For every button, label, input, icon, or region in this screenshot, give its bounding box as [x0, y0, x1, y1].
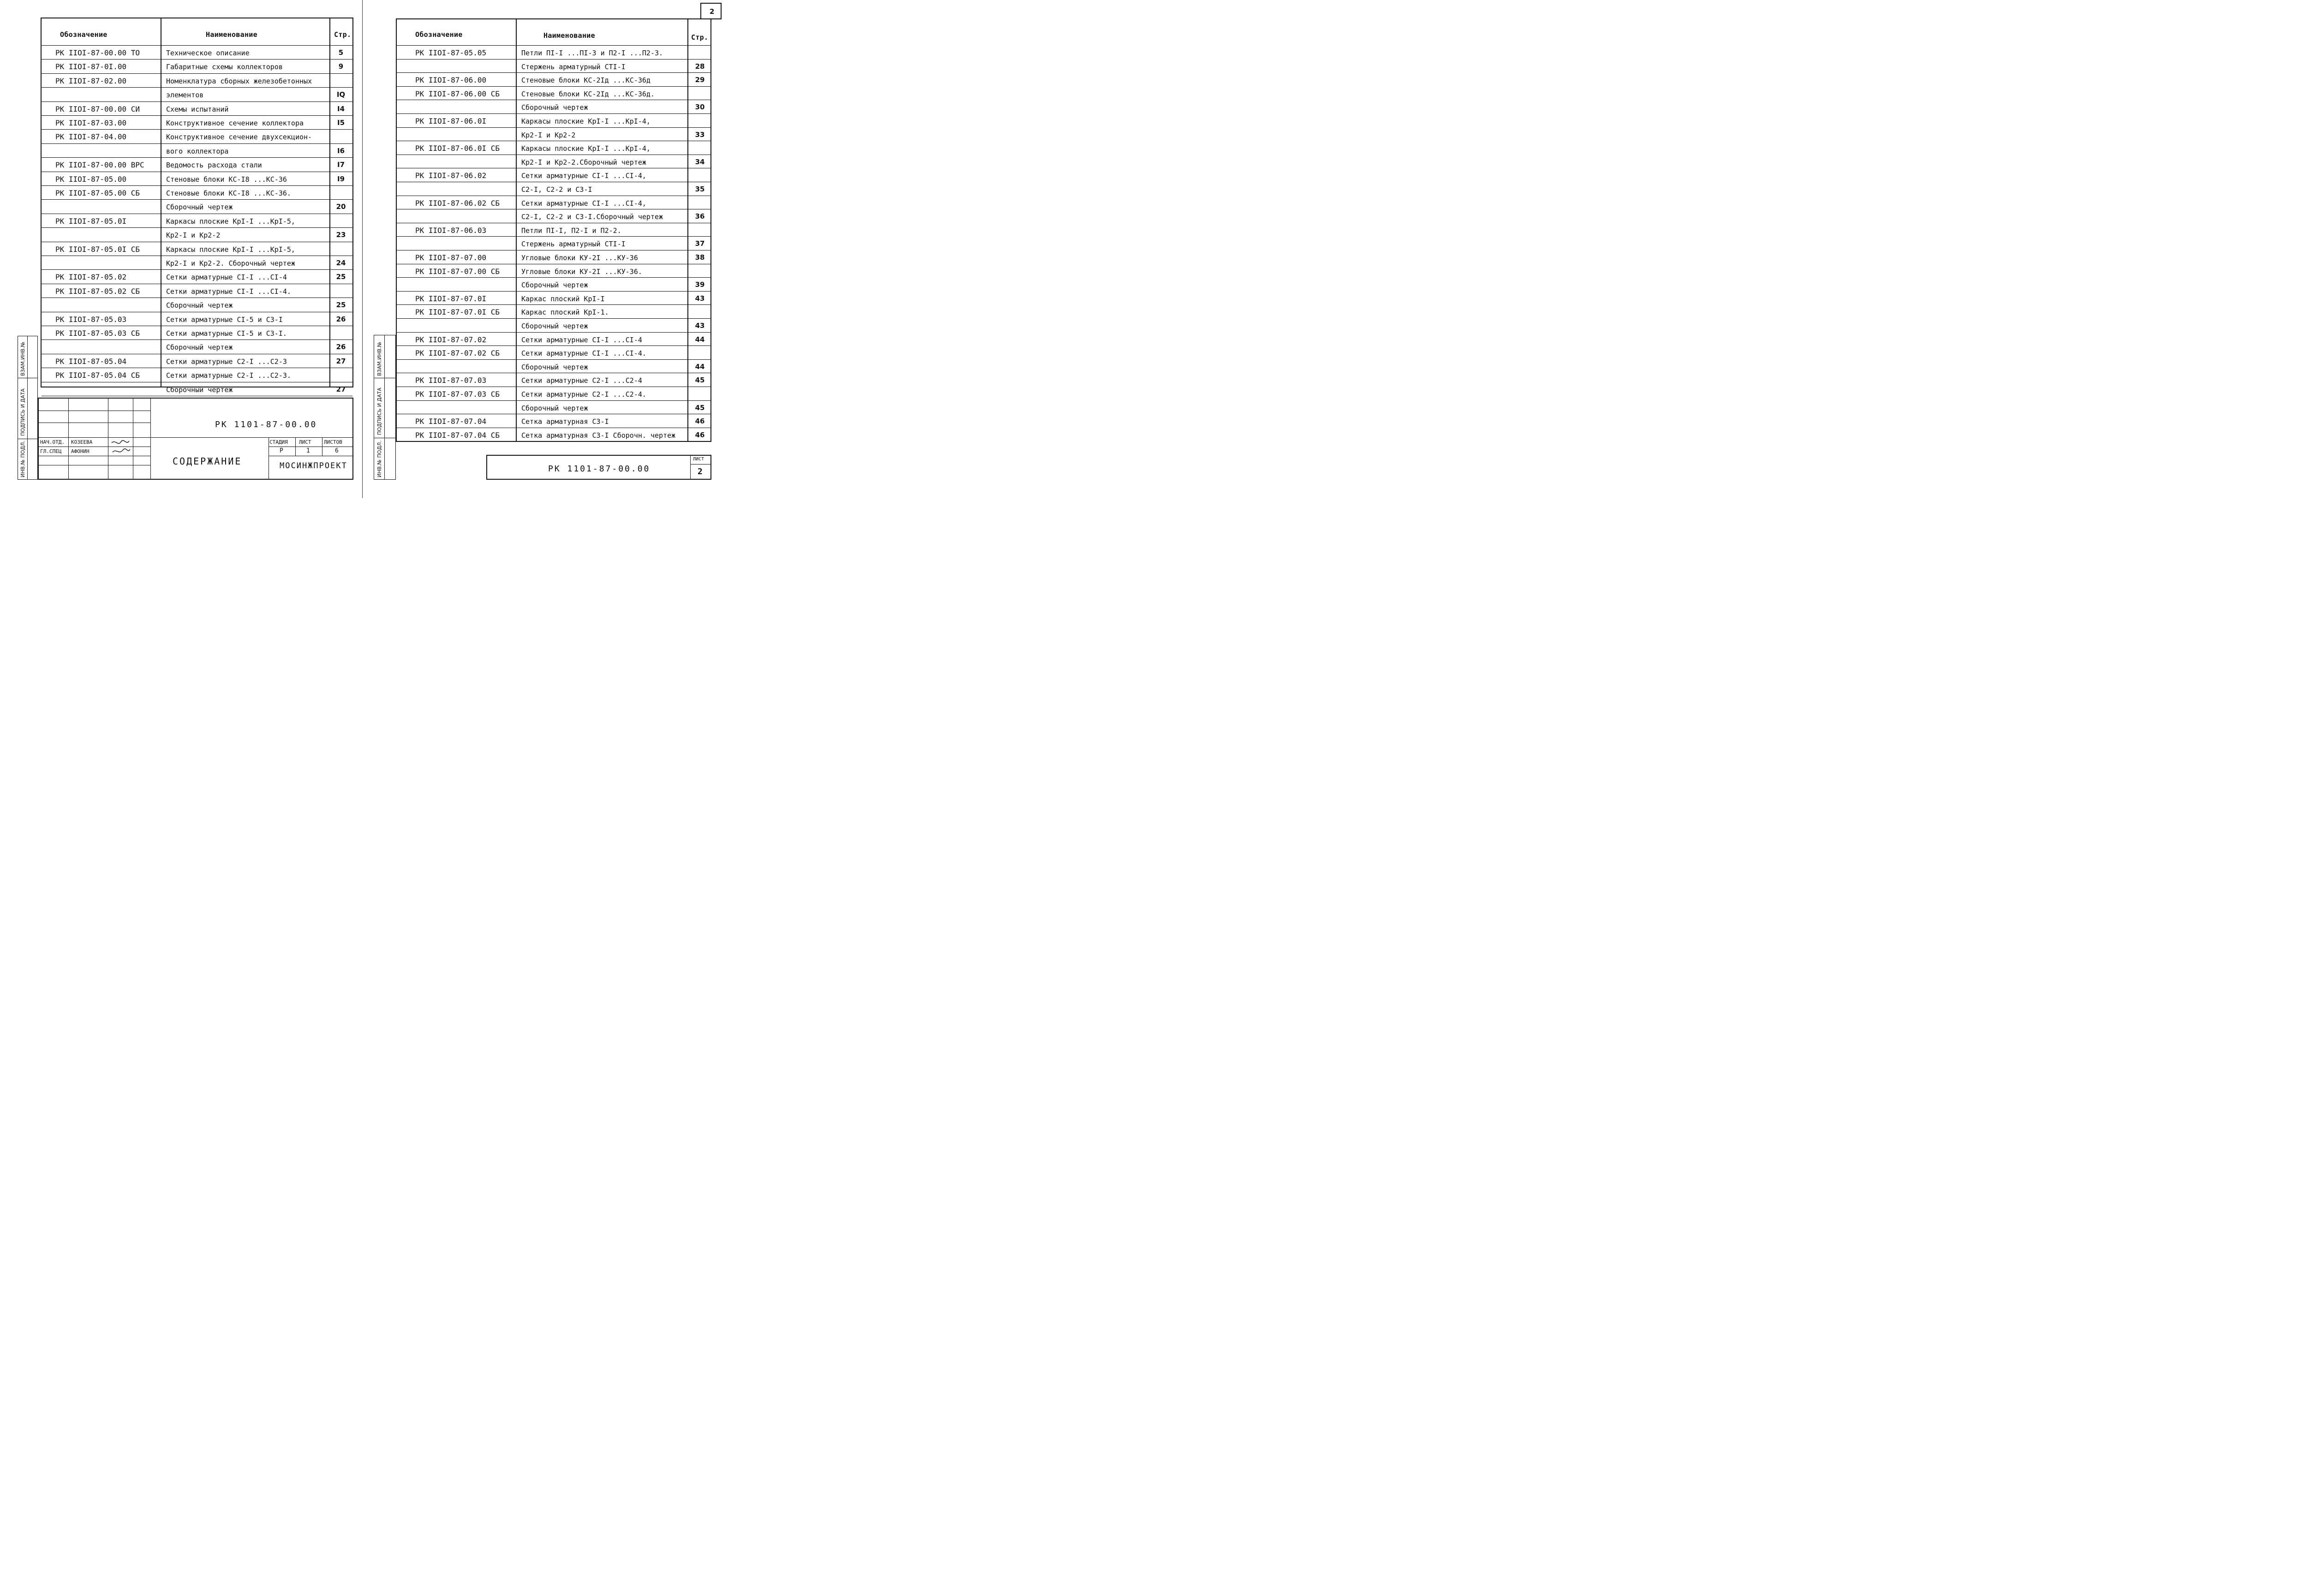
row-page: 5 [338, 48, 344, 57]
row-name: Сборочный чертеж [166, 301, 233, 310]
side-strip-right [374, 335, 396, 480]
doc-title: СОДЕРЖАНИЕ [173, 456, 242, 467]
stage-label: СТАДИЯ [269, 439, 288, 445]
row-divider [397, 359, 710, 360]
row-divider [397, 113, 710, 114]
row-name: Сетки арматурные С2-I ...С2-4 [521, 376, 642, 385]
row-name: Сборочный чертеж [521, 322, 588, 330]
row-code: РК IIOI-87-05.0I [55, 216, 127, 226]
row-name: Сетки арматурные СI-I ...СI-4, [521, 199, 646, 208]
row-name: Каркас плоский КрI-1. [521, 308, 609, 317]
row-page: 43 [695, 294, 705, 303]
role-1: НАЧ.ОТД. [40, 439, 65, 445]
row-name: Сетки арматурные СI-I ...СI-4, [521, 172, 646, 180]
row-page: 29 [695, 76, 705, 84]
signature-1 [110, 438, 131, 457]
row-divider [397, 332, 710, 333]
row-code: РК IIOI-87-03.00 [55, 119, 127, 127]
row-name: Угловые блоки КУ-2I ...КУ-36 [521, 254, 638, 262]
row-name: Габаритные схемы коллекторов [166, 63, 283, 71]
row-divider [42, 339, 352, 340]
row-code: РК IIOI-87-00.00 СИ [55, 104, 140, 113]
row-name: Стеновые блоки КС-2Iд ...КС-36д [521, 76, 651, 85]
row-page: 30 [695, 103, 705, 112]
row-name: Каркас плоский КрI-I [521, 294, 605, 303]
side-label-vzam: ВЗАМ.ИНВ.№ [376, 341, 382, 376]
row-code: РК IIOI-87-06.00 [415, 76, 487, 85]
row-name: Стеновые блоки КС-I8 ...КС-36. [166, 189, 291, 197]
row-name: Сетки арматурные СI-I ...СI-4 [166, 273, 287, 282]
row-name: Сетки арматурные СI-I ...СI-4. [166, 287, 291, 296]
row-code: РК IIOI-87-05.0I СБ [55, 244, 140, 254]
row-page: I6 [337, 146, 345, 155]
row-code: РК IIOI-87-06.0I СБ [415, 144, 500, 153]
row-page: 37 [695, 239, 705, 248]
row-page: 45 [695, 403, 705, 412]
side-label-vzam: ВЗАМ.ИНВ.№ [20, 341, 26, 376]
row-name: Сборочный чертеж [521, 281, 588, 290]
row-name: Сетки арматурные С2-I ...С2-3. [166, 371, 291, 380]
header-name: Наименование [543, 31, 595, 40]
row-page: 20 [336, 202, 346, 211]
row-divider [397, 86, 710, 87]
row-name: Кр2-I и Кр2-2. Сборочный чертеж [166, 259, 295, 268]
row-name: Сборочный чертеж [166, 385, 233, 394]
row-name: Сборочный чертеж [166, 203, 233, 212]
row-divider [397, 345, 710, 346]
row-name: Сборочный чертеж [521, 404, 588, 412]
row-code: РК IIOI-87-07.00 СБ [415, 267, 500, 276]
sheets-value: 6 [335, 447, 339, 454]
row-code: РК IIOI-87-07.04 СБ [415, 430, 500, 440]
row-page: 9 [338, 62, 344, 71]
row-page: 26 [336, 315, 346, 323]
row-code: РК IIOI-87-02.00 [55, 76, 127, 85]
sheet-number: 2 [710, 7, 715, 16]
row-name: Сетки арматурные СI-I ...СI-4 [521, 335, 642, 344]
row-code: РК IIOI-87-05.04 [55, 357, 127, 366]
row-page: 34 [695, 157, 705, 166]
row-divider [42, 227, 352, 228]
header-page: Стр. [691, 33, 709, 42]
row-name: Сетки арматурные СI-5 и С3-I. [166, 329, 287, 338]
row-name: Стеновые блоки КС-I8 ...КС-36 [166, 175, 287, 184]
row-code: РК IIOI-87-0I.00 [55, 62, 127, 71]
row-divider [397, 277, 710, 278]
contents-table-right [396, 18, 711, 442]
row-name: Каркасы плоские КрI-I ...КрI-5, [166, 217, 295, 226]
row-divider [42, 129, 352, 130]
row-divider [397, 72, 710, 73]
row-divider [42, 115, 352, 116]
row-name: Каркасы плоские КрI-I ...КрI-4, [521, 144, 651, 153]
row-name: Кр2-I и Кр2-2.Сборочный чертеж [521, 158, 646, 167]
row-name: Стержень арматурный СТI-I [521, 240, 626, 249]
name-1: КОЗЕЕВА [71, 439, 93, 445]
row-name: Номенклатура сборных железобетонных [166, 77, 312, 85]
row-page: 46 [695, 430, 705, 439]
row-divider [42, 199, 352, 200]
row-name: вого коллектора [166, 147, 229, 155]
header-page: Стр. [334, 30, 352, 39]
row-name: Сборочный чертеж [166, 343, 233, 352]
row-code: РК IIOI-87-07.03 [415, 376, 487, 385]
row-code: РК IIOI-87-05.02 [55, 273, 127, 282]
side-label-sign: ПОДПИСЬ И ДАТА [376, 387, 382, 435]
row-name: Сетки арматурные С2-I ...С2-4. [521, 390, 646, 399]
row-code: РК IIOI-87-07.02 СБ [415, 349, 500, 358]
row-divider [397, 59, 710, 60]
side-label-inv: ИНВ.№ ПОДЛ. [20, 441, 26, 477]
sheet-value-right: 2 [698, 467, 703, 476]
sheets-label: ЛИСТОВ [324, 439, 342, 445]
name-2: АФОНИН [71, 448, 90, 454]
row-divider [397, 304, 710, 305]
row-code: РК IIOI-87-05.03 СБ [55, 329, 140, 338]
row-page: 25 [336, 273, 346, 281]
row-divider [397, 318, 710, 319]
side-strip-left [18, 336, 38, 480]
row-code: РК IIOI-87-05.05 [415, 48, 487, 57]
row-name: Сетки арматурные СI-5 и С3-I [166, 315, 283, 324]
row-code: РК IIOI-87-07.03 СБ [415, 390, 500, 399]
row-page: 28 [695, 62, 705, 71]
row-name: Кр2-I и Кр2-2 [521, 131, 576, 139]
side-label-sign: ПОДПИСЬ И ДАТА [20, 388, 26, 436]
row-name: Каркасы плоские КрI-I ...КрI-5, [166, 245, 295, 254]
fold-line [362, 0, 363, 498]
row-page: 26 [336, 343, 346, 351]
row-code: РК IIOI-87-07.00 [415, 253, 487, 262]
role-2: ГЛ.СПЕЦ [40, 448, 62, 454]
row-name: Конструктивное сечение коллектора [166, 119, 304, 127]
doc-code-right: РК 1101-87-00.00 [548, 464, 651, 474]
row-divider [397, 236, 710, 237]
row-page: 38 [695, 253, 705, 262]
header-designation: Обозначение [60, 30, 107, 39]
row-page: 43 [695, 322, 705, 330]
row-divider [397, 291, 710, 292]
row-name: Сетка арматурная С3-I Сборочн. чертеж [521, 431, 676, 440]
row-code: РК IIOI-87-06.03 [415, 226, 487, 235]
row-code: РК IIOI-87-07.0I [415, 294, 487, 303]
row-page: 39 [695, 280, 705, 289]
row-page: I4 [337, 104, 345, 113]
row-code: РК IIOI-87-05.03 [55, 315, 127, 324]
sheet-label-right: ЛИСТ [693, 457, 704, 462]
row-code: РК IIOI-87-07.04 [415, 417, 487, 426]
row-divider [42, 157, 352, 158]
row-divider [397, 127, 710, 128]
row-page: 46 [695, 417, 705, 426]
row-code: РК IIOI-87-00.00 ТО [55, 48, 140, 57]
row-page: 35 [695, 185, 705, 193]
row-page: 33 [695, 130, 705, 139]
row-code: РК IIOI-87-06.02 [415, 171, 487, 180]
row-page: 27 [336, 357, 346, 365]
row-page: 25 [336, 301, 346, 310]
row-divider [397, 400, 710, 401]
row-page: I5 [337, 119, 345, 127]
row-name: Сборочный чертеж [521, 363, 588, 371]
row-page: 23 [336, 231, 346, 239]
title-block-right [486, 455, 711, 480]
row-name: Петли ПI-I, П2-I и П2-2. [521, 226, 621, 235]
title-block-left [38, 398, 353, 480]
row-divider [42, 59, 352, 60]
row-page: 44 [695, 335, 705, 344]
sheet-number-box [700, 3, 722, 19]
row-divider [42, 73, 352, 74]
row-divider [42, 269, 352, 270]
header-designation: Обозначение [415, 30, 463, 39]
row-name: Угловые блоки КУ-2I ...КУ-36. [521, 267, 642, 276]
sheet-label: ЛИСТ [299, 439, 311, 445]
row-divider [42, 143, 352, 144]
row-page: I7 [337, 161, 345, 169]
row-page: 27 [336, 385, 346, 393]
row-code: РК IIOI-87-05.02 СБ [55, 286, 140, 296]
row-code: РК IIOI-87-05.04 СБ [55, 371, 140, 380]
row-code: РК IIOI-87-07.02 [415, 335, 487, 344]
row-page: 24 [336, 259, 346, 267]
row-code: РК IIOI-87-06.02 СБ [415, 198, 500, 208]
row-code: РК IIOI-87-06.0I [415, 117, 487, 125]
row-name: С2-I, С2-2 и С3-I.Сборочный чертеж [521, 213, 663, 221]
row-name: Кр2-I и Кр2-2 [166, 231, 221, 240]
row-code: РК IIOI-87-04.00 [55, 132, 127, 142]
side-label-inv: ИНВ.№ ПОДЛ. [376, 441, 382, 477]
row-code: РК IIOI-87-05.00 [55, 174, 127, 184]
row-divider [42, 87, 352, 88]
header-name: Наименование [206, 30, 257, 39]
row-name: элементов [166, 91, 204, 100]
row-page: 36 [695, 212, 705, 221]
row-name: Сетки арматурные СI-I ...СI-4. [521, 349, 646, 358]
row-name: Схемы испытаний [166, 105, 229, 113]
row-divider [42, 101, 352, 102]
row-page: I9 [337, 174, 345, 183]
row-name: Петли ПI-I ...ПI-3 и П2-I ...П2-3. [521, 49, 663, 57]
row-code: РК IIOI-87-07.0I СБ [415, 308, 500, 317]
row-code: РК IIOI-87-06.00 СБ [415, 89, 500, 98]
sheet-value: 1 [306, 447, 310, 454]
row-name: Сетка арматурная С3-I [521, 417, 609, 426]
row-name: С2-I, С2-2 и С3-I [521, 185, 592, 194]
row-page: 44 [695, 362, 705, 371]
row-divider [42, 185, 352, 186]
row-name: Конструктивное сечение двухсекцион- [166, 133, 312, 142]
row-page: 45 [695, 376, 705, 385]
row-name: Стеновые блоки КС-2Iд ...КС-36д. [521, 89, 655, 98]
row-name: Техническое описание [166, 49, 250, 57]
stage-value: Р [280, 447, 283, 454]
row-code: РК IIOI-87-05.00 СБ [55, 189, 140, 197]
row-name: Стержень арматурный СТI-I [521, 62, 626, 71]
contents-table-left [41, 18, 353, 394]
row-code: РК IIOI-87-00.00 ВРС [55, 161, 144, 170]
org-name: МОСИНЖПРОЕКТ [280, 461, 347, 470]
left-sheet [0, 0, 362, 498]
doc-code-left: РК 1101-87-00.00 [215, 420, 317, 429]
row-name: Каркасы плоские КрI-I ...КрI-4, [521, 117, 651, 125]
row-page: IQ [336, 90, 346, 99]
row-name: Сетки арматурные С2-I ...С2-3 [166, 357, 287, 366]
row-name: Сборочный чертеж [521, 103, 588, 112]
right-sheet [369, 0, 723, 498]
row-name: Ведомость расхода стали [166, 161, 262, 170]
